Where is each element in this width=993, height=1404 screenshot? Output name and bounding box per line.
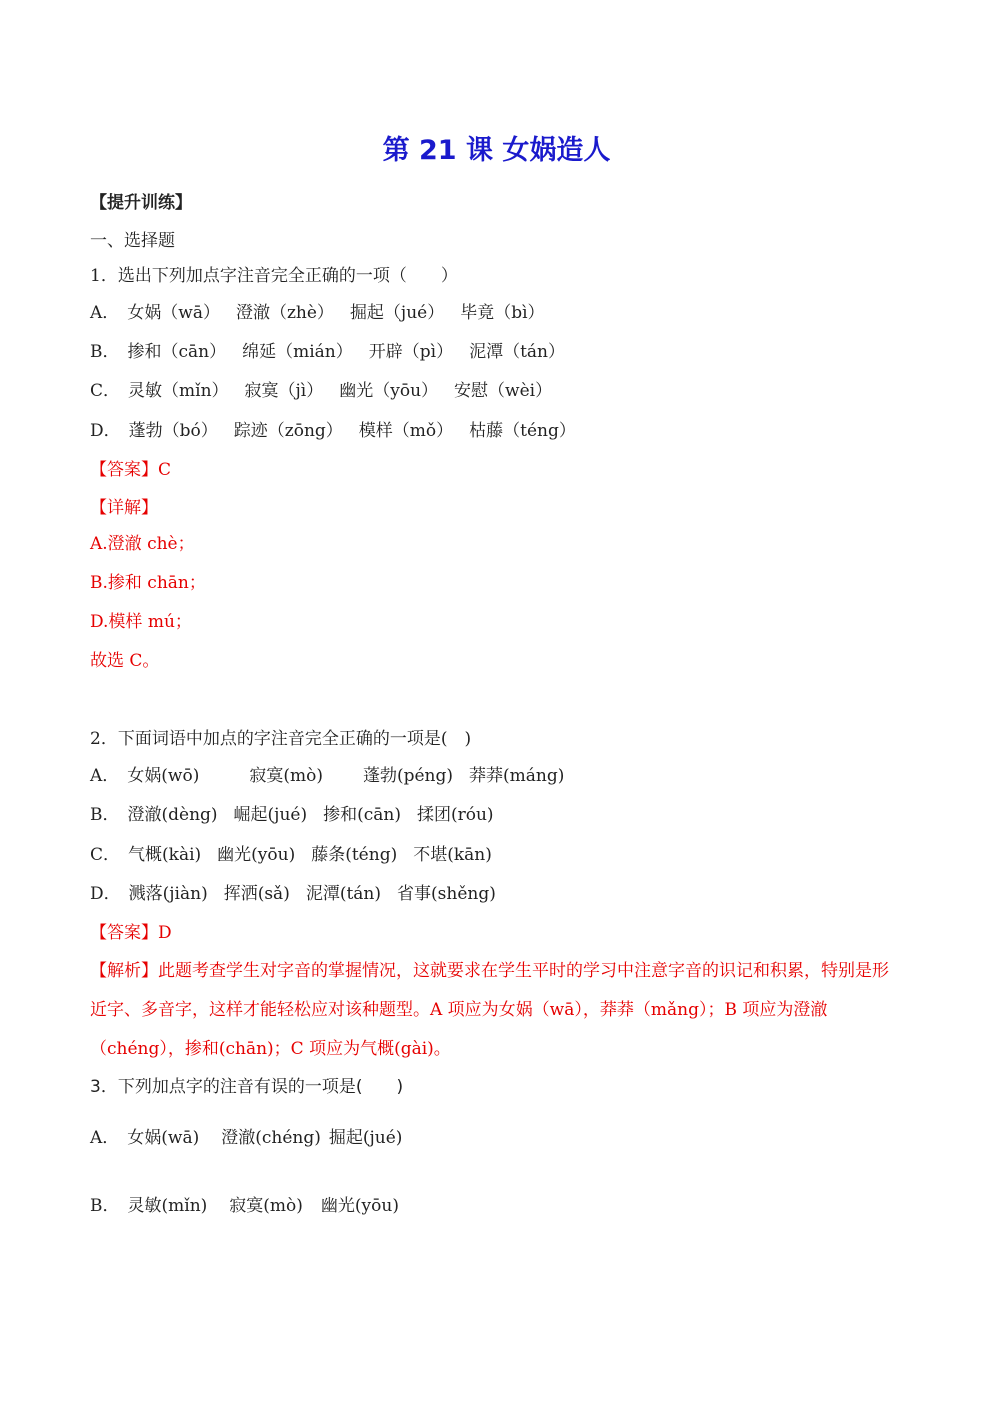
q1-option-a [90, 302, 561, 324]
option-label: A． [90, 303, 120, 323]
option-item: 女娲(wō) [127, 766, 200, 786]
option-label: D． [90, 421, 121, 441]
option-item: 澄澈(chéng) [221, 1128, 321, 1148]
answer-tag: 【答案】 [90, 460, 158, 480]
q3-stem: 3．下列加点字的注音有误的一项是( ) [90, 1077, 404, 1097]
option-label: C． [90, 845, 121, 865]
part-label: 一、选择题 [90, 231, 175, 251]
option-item: 绵延（mián） [242, 342, 353, 362]
q1-explain-line: B.掺和 chān； [90, 573, 206, 593]
option-item: 澄澈(dèng) [127, 805, 218, 825]
answer-tag: 【答案】 [90, 923, 158, 943]
option-item: 蓬勃(péng) [362, 766, 454, 786]
analysis-text: 此题考查学生对字音的掌握情况，这就要求在学生平时的学习中注意字音的识记和积累，特别是形近字、多音字，这样才能轻松应对该种题型。A 项应为女娲（wā），莽莽（mǎng）；B 项应为澄澈（chéng），掺和(chān)；C 项应为气概(gài)。 [90, 961, 889, 1059]
option-item: 掺和（cān） [127, 342, 227, 362]
option-item: 藤条(téng) [311, 845, 398, 865]
option-item: 寂寞(mò) [249, 766, 323, 786]
option-item: 蓬勃（bó） [128, 421, 218, 441]
answer-value: C [158, 460, 172, 480]
q2-option-c [90, 844, 508, 866]
option-item: 寂寞(mò) [229, 1196, 303, 1216]
q1-explain-line: 故选 C。 [90, 651, 160, 671]
option-item: 掘起(jué) [328, 1128, 403, 1148]
answer-value: D [158, 923, 172, 943]
option-item: 幽光(yōu) [217, 845, 296, 865]
option-item: 掘起（jué） [349, 303, 445, 323]
q1-explain-tag: 【详解】 [90, 498, 158, 518]
q3-option-a [90, 1127, 418, 1149]
q2-stem: 2．下面词语中加点的字注音完全正确的一项是( ) [90, 729, 472, 749]
q1-explain-line: D.模样 mú； [90, 612, 192, 632]
option-label: C． [90, 381, 121, 401]
option-label: A． [90, 766, 120, 786]
q1-explain-line: A.澄澈 chè； [90, 534, 195, 554]
analysis-tag: 【解析】 [90, 961, 158, 981]
option-item: 幽光(yōu) [320, 1196, 399, 1216]
page-title: 第 21 课 女娲造人 [382, 135, 611, 166]
option-item: 模样（mǒ） [358, 421, 454, 441]
option-item: 气概(kài) [128, 845, 202, 865]
option-label: D． [90, 884, 121, 904]
option-item: 灵敏(mǐn) [127, 1196, 208, 1216]
option-item: 挥洒(sǎ) [223, 884, 290, 904]
option-item: 莽莽(máng) [469, 766, 565, 786]
option-item: 女娲(wā) [127, 1128, 200, 1148]
option-item: 澄澈（zhè） [235, 303, 334, 323]
option-item: 泥潭（tán） [469, 342, 566, 362]
option-item: 揉团(róu) [416, 805, 494, 825]
option-item: 开辟（pì） [368, 342, 454, 362]
q1-stem: 1．选出下列加点字注音完全正确的一项（ ） [90, 266, 458, 286]
option-item: 不堪(kān) [413, 845, 492, 865]
q1-answer [90, 459, 171, 481]
option-item: 幽光（yōu） [339, 381, 439, 401]
q2-answer [90, 922, 172, 944]
q2-option-d [90, 883, 512, 905]
option-item: 崛起(jué) [233, 805, 308, 825]
option-label: B． [90, 342, 120, 362]
option-item: 寂寞（jì） [244, 381, 324, 401]
option-label: A． [90, 1128, 120, 1148]
option-label: B． [90, 805, 120, 825]
q2-option-a [90, 765, 580, 787]
option-item: 毕竟（bì） [460, 303, 545, 323]
q1-option-c [90, 380, 568, 402]
q1-option-b [90, 341, 581, 363]
option-item: 踪迹（zōng） [233, 421, 343, 441]
option-item: 泥潭(tán) [305, 884, 382, 904]
option-item: 掺和(cān) [323, 805, 401, 825]
q3-option-b [90, 1195, 415, 1217]
q1-option-d [90, 420, 592, 442]
option-item: 女娲（wā） [127, 303, 220, 323]
option-item: 枯藤（téng） [469, 421, 576, 441]
option-label: B． [90, 1196, 120, 1216]
option-item: 溅落(jiàn) [128, 884, 208, 904]
option-item: 安慰（wèi） [454, 381, 553, 401]
section-header: 【提升训练】 [90, 193, 192, 213]
q2-option-b [90, 804, 510, 826]
option-item: 灵敏（mǐn） [128, 381, 229, 401]
q2-analysis [90, 952, 905, 1069]
option-item: 省事(shěng) [397, 884, 496, 904]
